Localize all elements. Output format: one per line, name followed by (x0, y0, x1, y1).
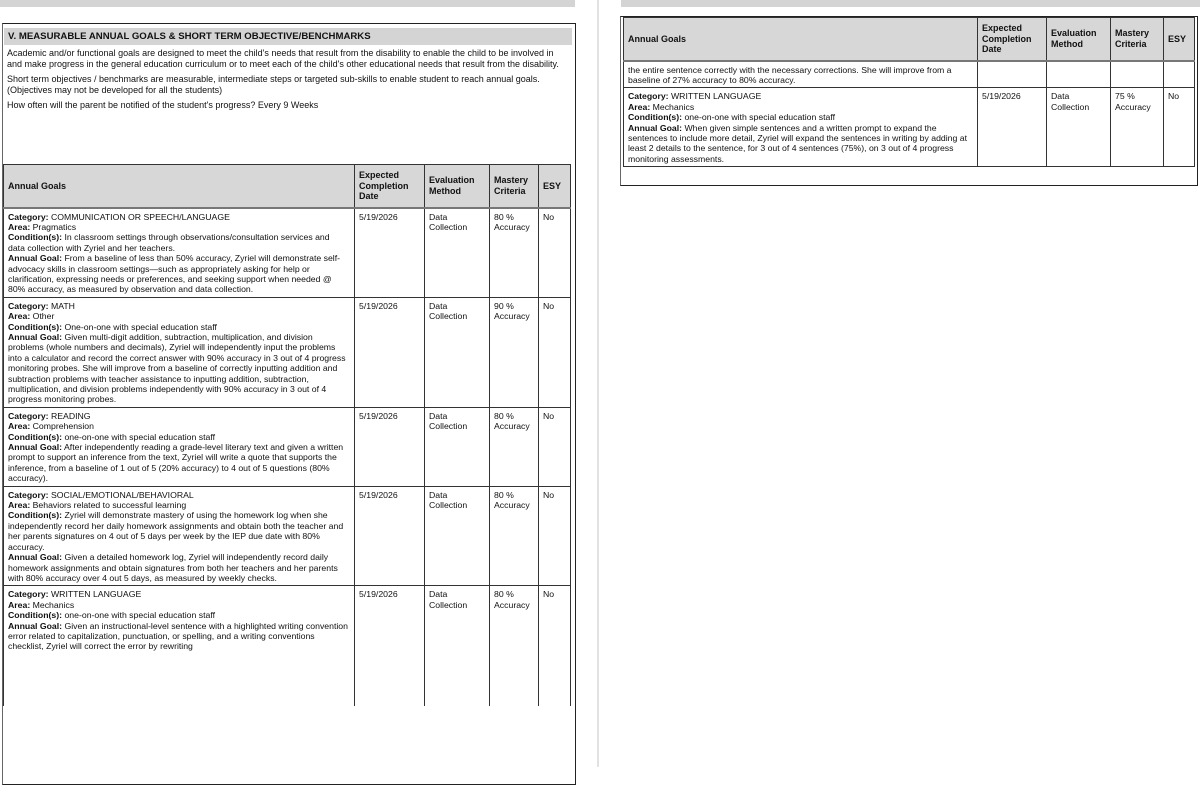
previous-section-strip-right (621, 0, 1200, 7)
goal-conditions: one-on-one with special education staff (64, 431, 215, 442)
section-intro (7, 48, 569, 115)
goal-cell (4, 208, 355, 298)
goal-conditions: Zyriel will demonstrate mastery of using the homework log when she independently record her daily homework assignments and obtain both the teacher and her parents signatures on 4 out of 5 days per week by the IEP due date with 80% accuracy. (8, 510, 344, 552)
conditions-label: Condition(s): (8, 232, 63, 243)
goal-category: READING (50, 410, 91, 421)
goal-conditions: In classroom settings through observations/consultation services and data collection with Zyriel and her teachers. (8, 232, 330, 253)
goal-annual-goal: Given multi-digit addition, subtraction, multiplication, and division problems (whole numbers and decimals), Zyriel will independently input the problems into a calculator and record the correct answer with 90% accuracy in 3 out of 4 progress monitoring probes. She will improve from a baseline of correctly inputting addition and subtraction problems with teacher assistance to inputting addition, subtraction, multiplication, and division problems independently with 90% accuracy in 3 out of 4 progress monitoring probes. (8, 331, 346, 405)
annual-goal-label: Annual Goal: (8, 552, 63, 563)
header-evaluation-method: Evaluation Method (1047, 18, 1111, 61)
area-label: Area: (8, 421, 31, 432)
goal-mastery: 75 % Accuracy (1111, 88, 1164, 167)
goal-method: Data Collection (425, 486, 490, 586)
goal-date: 5/19/2026 (355, 208, 425, 298)
header-esy: ESY (1164, 18, 1195, 61)
goal-annual-goal: Given a detailed homework log, Zyriel will independently record daily homework assignments and obtain signatures from both her teachers and her parents with 80% accuracy over 4 out 5 days, as measured by weekly checks. (8, 552, 338, 583)
intro-objectives-description: Short term objectives / benchmarks are measurable, intermediate steps or targeted sub-skills to enable student to reach annual goals.(Objectives may not be developed for all the students) (7, 74, 540, 95)
goal-method: Data Collection (425, 586, 490, 706)
category-label: Category: (8, 211, 49, 222)
goal-conditions: one-on-one with special education staff (684, 112, 835, 123)
goal-area: Pragmatics (32, 221, 77, 232)
annual-goal-label: Annual Goal: (628, 122, 683, 133)
goal-esy: No (539, 407, 571, 486)
goal-esy: No (539, 297, 571, 407)
header-annual-goals: Annual Goals (4, 165, 355, 208)
table-row-continuation (624, 61, 1195, 88)
goal-esy: No (539, 486, 571, 586)
intro-goals-description: Academic and/or functional goals are designed to meet the child's needs that result from the disability to enable the child to be involved in and make progress in the general education curriculum or to meet each of the child's other educational needs that result from the disability. (7, 48, 559, 69)
goal-cell (4, 486, 355, 586)
goal-cell (624, 88, 978, 167)
table-row (4, 297, 571, 407)
annual-goal-label: Annual Goal: (8, 442, 63, 453)
category-label: Category: (8, 589, 49, 600)
goal-cell (4, 407, 355, 486)
conditions-label: Condition(s): (8, 510, 63, 521)
goal-mastery: 90 % Accuracy (490, 297, 539, 407)
goal-mastery: 80 % Accuracy (490, 586, 539, 706)
table-row (624, 88, 1195, 167)
goal-date: 5/19/2026 (355, 407, 425, 486)
category-label: Category: (628, 91, 669, 102)
header-mastery-criteria: Mastery Criteria (1111, 18, 1164, 61)
annual-goal-label: Annual Goal: (8, 620, 63, 631)
goal-category: COMMUNICATION OR SPEECH/LANGUAGE (50, 211, 230, 222)
header-evaluation-method: Evaluation Method (425, 165, 490, 208)
annual-goal-label: Annual Goal: (8, 331, 63, 342)
goal-category: SOCIAL/EMOTIONAL/BEHAVIORAL (50, 489, 194, 500)
goal-category: WRITTEN LANGUAGE (50, 589, 142, 600)
goal-esy: No (539, 208, 571, 298)
goal-conditions: one-on-one with special education staff (64, 610, 215, 621)
conditions-label: Condition(s): (8, 610, 63, 621)
category-label: Category: (8, 300, 49, 311)
section-title: V. MEASURABLE ANNUAL GOALS & SHORT TERM OBJECTIVE/BENCHMARKS (4, 28, 572, 45)
goal-category: WRITTEN LANGUAGE (670, 91, 762, 102)
goal-annual-goal: After independently reading a grade-level literary text and given a written prompt to support an inference from the text, Zyriel will write a quote that supports the inference, from a baseline of 1 out of 5 (20% accuracy) to 4 out of 5 questions (80% accuracy). (8, 442, 344, 484)
goal-esy: No (539, 586, 571, 706)
table-row (4, 407, 571, 486)
goal-cell (4, 586, 355, 706)
previous-section-strip-left (0, 0, 575, 7)
goal-continuation-text: the entire sentence correctly with the necessary corrections. She will improve from a baseline of 27% accuracy to 80% accuracy. (624, 61, 978, 88)
goal-area: Mechanics (652, 101, 695, 112)
header-esy: ESY (539, 165, 571, 208)
conditions-label: Condition(s): (628, 112, 683, 123)
goal-annual-goal: From a baseline of less than 50% accuracy, Zyriel will demonstrate self-advocacy skills in classroom settings—such as appropriately asking for help or clarification, expressing needs or preferences, and seeking support when needed @ 80% accuracy, as measured by observation and data collection. (8, 253, 341, 295)
goal-method: Data Collection (425, 297, 490, 407)
header-annual-goals: Annual Goals (624, 18, 978, 61)
goal-mastery: 80 % Accuracy (490, 486, 539, 586)
category-label: Category: (8, 410, 49, 421)
empty-cell (978, 61, 1047, 88)
goals-table-right (623, 17, 1195, 167)
table-row (4, 208, 571, 298)
goal-mastery: 80 % Accuracy (490, 407, 539, 486)
goals-table-left (3, 164, 571, 706)
goal-area: Other (32, 311, 55, 322)
goal-area: Comprehension (32, 421, 94, 432)
goal-method: Data Collection (425, 407, 490, 486)
goal-annual-goal: Given an instructional-level sentence with a highlighted writing convention error related to capitalization, punctuation, or spelling, and a writing conventions checklist, Zyriel will correct the error by rewriting (8, 620, 348, 652)
goal-date: 5/19/2026 (978, 88, 1047, 167)
goal-method: Data Collection (1047, 88, 1111, 167)
empty-cell (1047, 61, 1111, 88)
area-label: Area: (8, 221, 31, 232)
goal-method: Data Collection (425, 208, 490, 298)
goal-date: 5/19/2026 (355, 586, 425, 706)
intro-parent-notification: How often will the parent be notified of the student's progress? Every 9 Weeks (7, 100, 319, 110)
empty-cell (1164, 61, 1195, 88)
goal-conditions: One-on-one with special education staff (64, 321, 217, 332)
goal-date: 5/19/2026 (355, 297, 425, 407)
goal-mastery: 80 % Accuracy (490, 208, 539, 298)
goal-annual-goal: When given simple sentences and a written prompt to expand the sentences to include more detail, Zyriel will expand the sentences in writing by adding at least 2 details to the sentence, for 3 out of 4 sentences (75%), on 3 out of 4 progress monitoring assessments. (628, 122, 967, 164)
area-label: Area: (8, 500, 31, 511)
table-row (4, 586, 571, 706)
goal-area: Mechanics (32, 599, 75, 610)
goal-category: MATH (50, 300, 75, 311)
header-completion-date: Expected Completion Date (355, 165, 425, 208)
table-row (4, 486, 571, 586)
empty-cell (1111, 61, 1164, 88)
area-label: Area: (628, 101, 651, 112)
goal-area: Behaviors related to successful learning (32, 500, 187, 511)
area-label: Area: (8, 599, 31, 610)
category-label: Category: (8, 489, 49, 500)
conditions-label: Condition(s): (8, 431, 63, 442)
annual-goal-label: Annual Goal: (8, 253, 63, 264)
goal-date: 5/19/2026 (355, 486, 425, 586)
conditions-label: Condition(s): (8, 321, 63, 332)
area-label: Area: (8, 311, 31, 322)
goal-esy: No (1164, 88, 1195, 167)
header-completion-date: Expected Completion Date (978, 18, 1047, 61)
header-mastery-criteria: Mastery Criteria (490, 165, 539, 208)
page-gap-scrollbar[interactable] (597, 0, 599, 767)
goal-cell (4, 297, 355, 407)
